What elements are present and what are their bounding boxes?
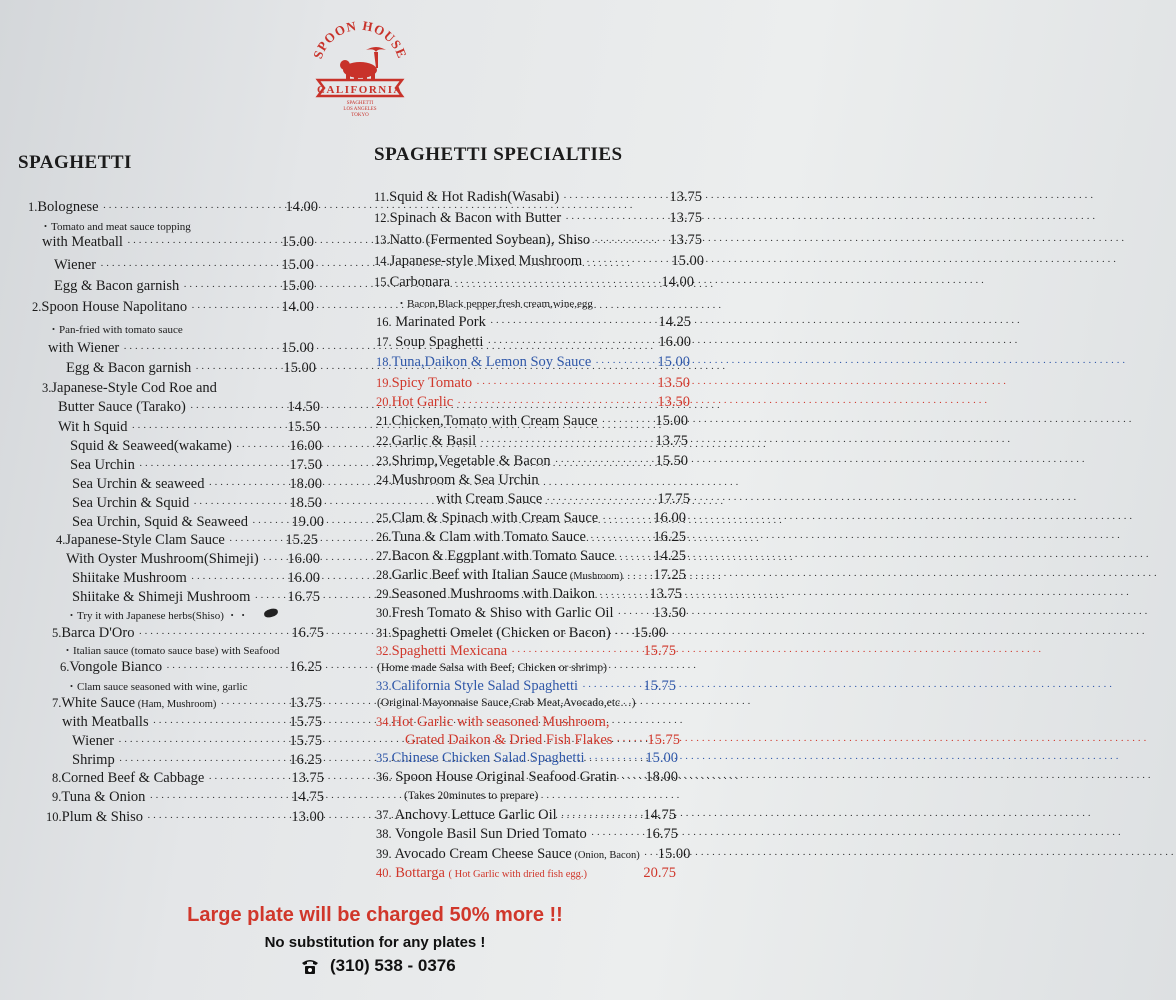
item-price: 16.75 — [291, 625, 324, 641]
item-number: 5. — [52, 626, 62, 640]
logo-line-3: TOKYO — [351, 113, 369, 118]
item-name: with Cream Sauce — [436, 491, 543, 507]
item-name: Bacon & Eggplant with Tomato Sauce — [391, 548, 615, 564]
item-price: 17.75 — [657, 491, 690, 507]
menu-item — [376, 845, 691, 864]
menu-item — [42, 379, 302, 398]
item-price: 13.75 — [669, 210, 702, 226]
phone-icon — [300, 957, 320, 975]
leader-dots — [615, 548, 654, 567]
item-name: Seasoned Mushrooms with Daikon — [391, 586, 596, 602]
item-note: (Home made Salsa with Beef, Chicken or shrimp) — [377, 662, 607, 674]
leader-dots — [135, 457, 290, 476]
item-price: 15.50 — [655, 453, 688, 469]
item-name: With Oyster Mushroom(Shimeji) — [66, 551, 259, 567]
leader-dots — [119, 340, 281, 359]
leader-dots — [595, 586, 649, 605]
item-number: 39. — [376, 847, 392, 861]
menu-item — [54, 277, 314, 296]
item-price: 15.75 — [289, 733, 322, 749]
item-name: Wiener — [72, 733, 115, 749]
menu-item — [376, 713, 646, 732]
item-detail: ( Hot Garlic with dried fish egg.) — [448, 869, 588, 880]
menu-item — [376, 624, 666, 643]
item-name: Spaghetti Omelet (Chicken or Bacon) — [391, 625, 611, 641]
item-name: Natto (Fermented Soybean), Shiso — [389, 232, 591, 248]
item-number: 19. — [376, 376, 392, 390]
item-price: 13.50 — [653, 605, 686, 621]
menu-item — [376, 452, 688, 471]
item-price: 16.25 — [289, 659, 322, 675]
item-name: Grated Daikon & Dried Fish Flakes — [405, 732, 613, 748]
ink-smudge — [263, 608, 278, 619]
menu-item — [42, 233, 314, 252]
item-name: Spicy Tomato — [391, 375, 473, 391]
item-name: with Wiener — [48, 340, 120, 356]
item-name: Squid & Seaweed(wakame) — [70, 438, 232, 454]
item-price: 19.00 — [291, 514, 324, 530]
item-name: Japanese-style Mixed Mushroom — [389, 253, 583, 269]
item-name: Bolognese — [37, 199, 99, 215]
logo-line-1: SPAGHETTI — [346, 101, 374, 106]
item-number: 35. — [376, 751, 392, 765]
leader-dots — [189, 495, 289, 514]
item-price: 16.25 — [289, 752, 322, 768]
leader-dots — [613, 605, 653, 624]
leader-dots — [623, 567, 653, 586]
menu-item — [52, 694, 322, 713]
item-number: 18. — [376, 355, 392, 369]
item-price: 15.00 — [281, 278, 314, 294]
item-note: ・Tomato and meat sauce topping — [40, 221, 191, 233]
leader-dots — [96, 257, 281, 276]
item-price: 13.75 — [669, 189, 702, 205]
item-price: 14.00 — [285, 199, 318, 215]
menu-item — [56, 531, 318, 550]
leader-dots — [259, 551, 288, 570]
leader-dots — [204, 476, 289, 495]
item-note: ・Clam sauce seasoned with wine, garlic — [66, 681, 248, 693]
menu-item — [376, 547, 686, 566]
item-price: 15.75 — [647, 732, 680, 748]
item-name: Anchovy Lettuce Garlic Oil — [391, 807, 557, 823]
menu-item — [72, 475, 322, 494]
item-name: Shiitake & Shimeji Mushroom — [72, 589, 251, 605]
leader-dots — [486, 314, 659, 333]
spoon-house-logo — [300, 18, 420, 118]
item-price: 16.00 — [658, 334, 691, 350]
menu-item — [376, 749, 678, 768]
item-price: 15.00 — [283, 360, 316, 376]
leader-dots — [123, 234, 281, 253]
no-substitution-notice: No substitution for any plates ! — [264, 934, 486, 951]
item-name: Japanese-Style Cod Roe and — [51, 380, 217, 396]
item-price: 15.00 — [671, 253, 704, 269]
menu-item — [70, 437, 322, 456]
menu-item — [376, 806, 676, 825]
menu-item — [48, 339, 314, 358]
menu-item — [376, 768, 678, 787]
left-section-title: SPAGHETTI — [18, 152, 132, 173]
phone-number: (310) 538 - 0376 — [330, 956, 456, 975]
leader-dots — [587, 826, 646, 845]
item-name: Spinach & Bacon with Butter — [389, 210, 562, 226]
item-name: Tuna & Clam with Tomato Sauce — [391, 529, 586, 545]
menu-item — [72, 732, 322, 751]
menu-item — [62, 713, 322, 732]
item-name: Japanese-Style Clam Sauce — [65, 532, 225, 548]
item-note: (Original Mayonnaise Sauce,Crab Meat,Avocado,etc…) — [377, 697, 636, 709]
item-number: 2. — [32, 300, 42, 314]
item-price: 20.75 — [643, 865, 676, 881]
item-name: Hot Garlic with seasoned Mushroom, — [391, 714, 610, 730]
item-price: 16.00 — [653, 510, 686, 526]
menu-item — [374, 252, 704, 271]
menu-item — [52, 788, 324, 807]
leader-dots — [186, 399, 288, 418]
item-number: 16. — [376, 315, 392, 329]
menu-item — [72, 513, 324, 532]
item-name: Marinated Pork — [391, 314, 486, 330]
item-name: Sea Urchin, Squid & Seaweed — [72, 514, 248, 530]
item-number: 31. — [376, 626, 392, 640]
item-number: 25. — [376, 511, 392, 525]
menu-item — [376, 374, 690, 393]
item-price: 15.25 — [285, 532, 318, 548]
leader-dots — [114, 733, 289, 752]
item-name: Corned Beef & Cabbage — [61, 770, 205, 786]
menu-item — [66, 359, 316, 378]
item-number: 36. — [376, 770, 392, 784]
menu-item — [376, 333, 691, 352]
item-number: 11. — [374, 190, 390, 204]
item-price: 15.50 — [287, 419, 320, 435]
item-price: 13.75 — [655, 433, 688, 449]
item-name: Mushroom & Sea Urchin — [391, 472, 539, 488]
logo-banner: CALIFORNIA — [317, 84, 403, 96]
leader-dots — [585, 750, 646, 769]
item-price: 14.50 — [287, 399, 320, 415]
item-price: 16.00 — [287, 570, 320, 586]
leader-dots — [250, 589, 287, 608]
item-number: 20. — [376, 395, 392, 409]
item-price: 15.00 — [645, 750, 678, 766]
leader-dots — [582, 253, 671, 272]
item-name: Bottarga — [391, 865, 449, 881]
menu-item — [374, 188, 702, 207]
item-name: Butter Sauce (Tarako) — [58, 399, 186, 415]
leader-dots — [453, 394, 657, 413]
menu-item — [376, 412, 688, 431]
leader-dots — [598, 413, 656, 432]
phone-line — [300, 956, 456, 976]
menu-item — [70, 456, 322, 475]
item-price: 18.50 — [289, 495, 322, 511]
item-number: 34. — [376, 715, 392, 729]
item-number: 37. — [376, 808, 392, 822]
item-name: Spoon House Napolitano — [41, 299, 188, 315]
leader-dots — [225, 532, 286, 551]
item-name: White Sauce — [61, 695, 136, 711]
item-name: with Meatball — [42, 234, 123, 250]
item-name: Vongole Basil Sun Dried Tomato — [391, 826, 587, 842]
leader-dots — [483, 334, 658, 353]
menu-item — [72, 751, 322, 770]
item-name: Vongole Bianco — [69, 659, 163, 675]
item-price: 17.25 — [653, 567, 686, 583]
item-name: Spoon House Original Seafood Gratin — [391, 769, 617, 785]
menu-item — [58, 418, 320, 437]
item-number: 17. — [376, 335, 392, 349]
item-price: 14.25 — [653, 548, 686, 564]
leader-dots — [145, 789, 291, 808]
item-price: 15.75 — [643, 678, 676, 694]
leader-dots — [216, 695, 289, 714]
menu-item — [52, 769, 324, 788]
item-number: 28. — [376, 568, 392, 582]
item-name: Barca D'Oro — [61, 625, 135, 641]
leader-dots — [598, 510, 653, 529]
item-name: Sea Urchin & Squid — [72, 495, 190, 511]
item-name: Shiitake Mushroom — [72, 570, 187, 586]
svg-text:SPOON HOUSE — [310, 18, 410, 61]
menu-item — [28, 198, 318, 217]
item-name: Wiener — [54, 257, 97, 273]
item-number: 8. — [52, 771, 62, 785]
leader-dots — [559, 189, 669, 208]
leader-dots — [162, 659, 289, 678]
item-price: 15.00 — [655, 413, 688, 429]
leader-dots — [99, 199, 286, 218]
item-number: 3. — [42, 381, 52, 395]
leader-dots — [149, 714, 290, 733]
item-price: 13.75 — [289, 695, 322, 711]
menu-item — [374, 209, 702, 228]
item-note: ・Italian sauce (tomato sauce base) with Seafood — [62, 645, 280, 657]
leader-dots — [507, 643, 643, 662]
item-name: Chicken,Tomato with Cream Sauce — [391, 413, 598, 429]
item-name: Wit h Squid — [58, 419, 128, 435]
logo-line-2: LOS ANGELES — [343, 107, 377, 112]
menu-item — [72, 494, 322, 513]
item-number: 14. — [374, 254, 390, 268]
leader-dots — [578, 678, 643, 697]
item-price: 13.75 — [291, 770, 324, 786]
leader-dots — [179, 278, 281, 297]
leader-dots — [586, 529, 653, 548]
leader-dots — [617, 769, 646, 788]
item-name: Soup Spaghetti — [391, 334, 484, 350]
menu-item — [376, 393, 690, 412]
item-number: 13. — [374, 233, 390, 247]
item-name: Shrimp — [72, 752, 115, 768]
item-name: Tuna & Onion — [61, 789, 146, 805]
logo-name: SPOON HOUSE — [309, 18, 411, 61]
right-section-title: SPAGHETTI SPECIALTIES — [374, 144, 623, 165]
item-name: Egg & Bacon garnish — [66, 360, 192, 376]
item-price: 16.75 — [645, 826, 678, 842]
item-name: Garlic Beef with Italian Sauce — [391, 567, 568, 583]
item-note: ・Try it with Japanese herbs(Shiso) ・・ — [66, 610, 249, 622]
item-price: 13.75 — [649, 586, 682, 602]
item-name: Carbonara — [389, 274, 451, 290]
item-number: 30. — [376, 606, 392, 620]
leader-dots — [561, 210, 669, 229]
menu-item — [376, 528, 686, 547]
leader-dots — [204, 770, 291, 789]
item-number: 21. — [376, 414, 392, 428]
menu-item — [376, 509, 686, 528]
item-number: 6. — [60, 660, 70, 674]
leader-dots — [191, 360, 283, 379]
item-number: 33. — [376, 679, 392, 693]
item-price: 13.00 — [291, 809, 324, 825]
menu-item — [72, 588, 320, 607]
item-price: 15.00 — [281, 340, 314, 356]
leader-dots — [187, 299, 281, 318]
item-price: 14.00 — [281, 299, 314, 315]
menu-item — [374, 273, 694, 292]
menu-item — [52, 624, 324, 643]
menu-item — [32, 298, 314, 317]
menu-item — [54, 256, 314, 275]
menu-item — [376, 642, 676, 661]
item-detail: (Ham, Mushroom) — [135, 699, 217, 710]
item-number: 9. — [52, 790, 62, 804]
item-number: 38. — [376, 827, 392, 841]
item-price: 13.50 — [657, 375, 690, 391]
item-name: Sea Urchin — [70, 457, 135, 473]
item-detail: (Mushroom) — [567, 571, 623, 582]
item-detail: (Onion, Bacon) — [571, 850, 640, 861]
menu-item — [58, 398, 320, 417]
item-name: Hot Garlic — [391, 394, 454, 410]
leader-dots — [450, 274, 661, 293]
item-name: Clam & Spinach with Cream Sauce — [391, 510, 599, 526]
item-number: 22. — [376, 434, 392, 448]
item-price: 16.00 — [287, 551, 320, 567]
item-number: 7. — [52, 696, 62, 710]
menu-item — [376, 585, 682, 604]
item-number: 4. — [56, 533, 66, 547]
leader-dots — [640, 846, 658, 865]
menu-item — [376, 864, 676, 883]
item-number: 32. — [376, 644, 392, 658]
item-price: 15.75 — [643, 643, 676, 659]
item-price: 16.75 — [287, 589, 320, 605]
leader-dots — [476, 433, 655, 452]
item-price: 18.00 — [645, 769, 678, 785]
item-price: 18.00 — [289, 476, 322, 492]
item-name: Chinese Chicken Salad Spaghetti — [391, 750, 585, 766]
leader-dots — [590, 232, 669, 251]
item-number: 12. — [374, 211, 390, 225]
item-number: 26. — [376, 530, 392, 544]
leader-dots — [232, 438, 290, 457]
menu-item — [376, 313, 691, 332]
item-price: 15.00 — [657, 354, 690, 370]
item-number: 23. — [376, 454, 392, 468]
item-price: 14.00 — [661, 274, 694, 290]
item-number: 1. — [28, 200, 38, 214]
item-price: 15.00 — [657, 846, 691, 862]
leader-dots — [128, 419, 288, 438]
item-note: (Takes 20minutes to prepare) — [404, 790, 539, 802]
menu-item — [376, 353, 690, 372]
item-name: Avocado Cream Cheese Sauce — [391, 846, 572, 862]
item-price: 15.75 — [289, 714, 322, 730]
item-name: Shrimp,Vegetable & Bacon — [391, 453, 551, 469]
leader-dots — [591, 354, 657, 373]
item-price: 13.75 — [669, 232, 702, 248]
item-price: 14.75 — [291, 789, 324, 805]
menu-item — [376, 471, 616, 490]
menu-item — [376, 677, 676, 696]
item-number: 29. — [376, 587, 392, 601]
item-name: Spaghetti Mexicana — [391, 643, 508, 659]
menu-item — [376, 825, 678, 844]
leader-dots — [542, 491, 657, 510]
item-number: 40. — [376, 866, 392, 880]
leader-dots — [472, 375, 657, 394]
menu-item — [376, 566, 686, 585]
item-price: 13.50 — [657, 394, 690, 410]
item-name: California Style Salad Spaghetti — [391, 678, 579, 694]
item-price: 16.00 — [289, 438, 322, 454]
menu-item — [72, 569, 320, 588]
item-name: Plum & Shiso — [61, 809, 144, 825]
leader-dots — [143, 809, 291, 828]
menu-item — [60, 658, 322, 677]
item-price: 15.00 — [281, 234, 314, 250]
item-name: Garlic & Basil — [391, 433, 477, 449]
item-note: ・Pan-fried with tomato sauce — [48, 324, 183, 336]
item-number: 10. — [46, 810, 62, 824]
item-name: Sea Urchin & seaweed — [72, 476, 205, 492]
item-number: 27. — [376, 549, 392, 563]
leader-dots — [187, 570, 288, 589]
item-name: with Meatballs — [62, 714, 149, 730]
item-name: Squid & Hot Radish(Wasabi) — [389, 189, 560, 205]
menu-item — [405, 731, 680, 750]
item-number: 15. — [374, 275, 390, 289]
menu-item — [46, 808, 324, 827]
menu-item — [376, 432, 688, 451]
item-price: 16.25 — [653, 529, 686, 545]
leader-dots — [557, 807, 644, 826]
item-name: Fresh Tomato & Shiso with Garlic Oil — [391, 605, 614, 621]
item-price: 15.00 — [633, 625, 666, 641]
large-plate-notice: Large plate will be charged 50% more !! — [187, 904, 563, 926]
item-note: ・Bacon,Black pepper,fresh cream,wine,egg — [396, 298, 593, 310]
menu-item — [436, 490, 690, 509]
item-number: 24. — [376, 473, 392, 487]
menu-item — [66, 550, 320, 569]
leader-dots — [551, 453, 656, 472]
item-price: 14.25 — [658, 314, 691, 330]
item-price: 14.75 — [643, 807, 676, 823]
item-price: 17.50 — [289, 457, 322, 473]
item-name: Egg & Bacon garnish — [54, 278, 180, 294]
item-name: Tuna,Daikon & Lemon Soy Sauce — [391, 354, 592, 370]
menu-item — [376, 604, 686, 623]
menu-item — [374, 231, 702, 250]
item-price: 15.00 — [281, 257, 314, 273]
